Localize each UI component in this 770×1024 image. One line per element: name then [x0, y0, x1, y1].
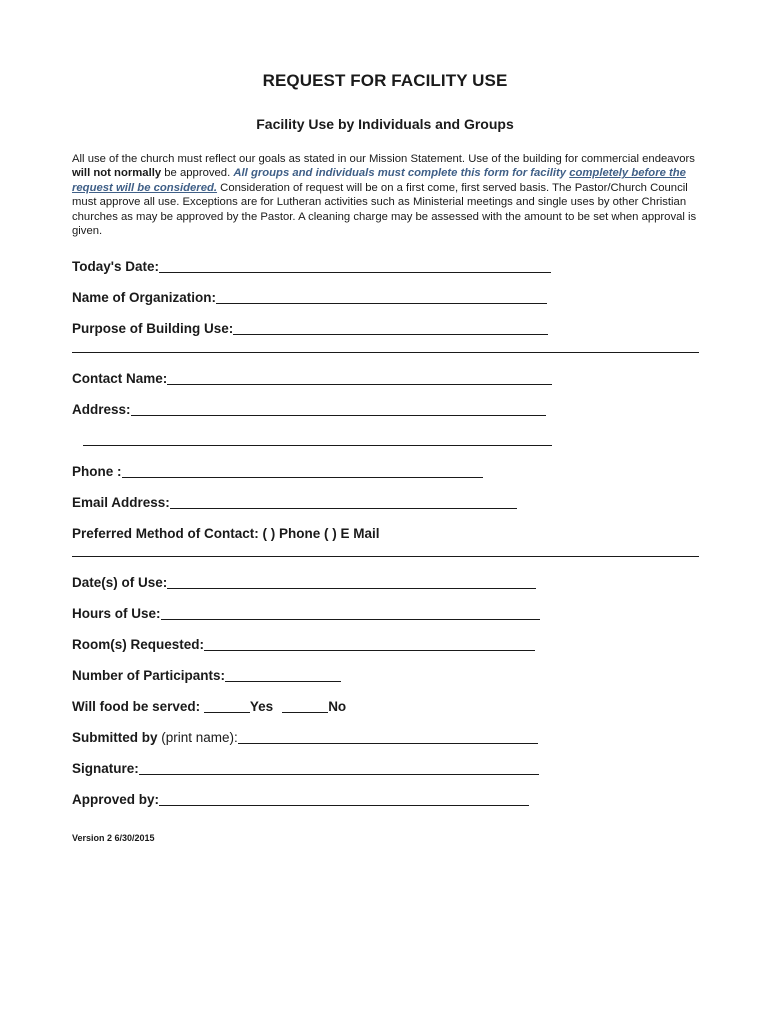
food-yes-label: Yes: [249, 699, 274, 714]
address-blank[interactable]: [131, 403, 546, 416]
todays-date-label: Today's Date:: [72, 259, 159, 274]
email-blank[interactable]: [170, 496, 517, 509]
contact-name-blank[interactable]: [167, 372, 552, 385]
organization-label: Name of Organization:: [72, 290, 217, 305]
todays-date-row: [72, 259, 551, 274]
approved-by-blank[interactable]: [159, 793, 529, 806]
rooms-label: Room(s) Requested:: [72, 637, 205, 652]
rooms-blank[interactable]: [204, 638, 535, 651]
address-row: [72, 402, 546, 417]
dates-blank[interactable]: [167, 576, 536, 589]
contact-name-row: [72, 371, 552, 386]
preferred-contact-row: [72, 526, 380, 541]
todays-date-blank[interactable]: [159, 260, 551, 273]
food-no-label: No: [328, 699, 347, 714]
phone-row: [72, 464, 483, 479]
submitted-by-blank[interactable]: [238, 731, 538, 744]
organization-blank[interactable]: [216, 291, 547, 304]
intro-text-1: All use of the church must reflect our goals as stated in our Mission Statement. Use of the building for commercial endeavors: [72, 153, 695, 165]
signature-row: [72, 761, 539, 776]
hours-label: Hours of Use:: [72, 606, 161, 621]
organization-row: [72, 290, 547, 305]
page-title: REQUEST FOR FACILITY USE: [262, 71, 508, 90]
intro-text-2: be approved.: [161, 167, 234, 180]
approved-by-label: Approved by:: [72, 792, 160, 807]
page-subtitle: Facility Use by Individuals and Groups: [256, 116, 514, 132]
contact-section-divider: [72, 556, 699, 557]
intro-emphasis-text: All groups and individuals must complete this form for facility: [233, 167, 570, 180]
purpose-blank[interactable]: [233, 322, 548, 335]
participants-blank[interactable]: [225, 669, 341, 682]
food-yes-blank[interactable]: [204, 700, 250, 713]
food-no-blank[interactable]: [282, 700, 328, 713]
dates-label: Date(s) of Use:: [72, 575, 168, 590]
submitted-by-label: Submitted by: [72, 730, 158, 745]
signature-blank[interactable]: [139, 762, 539, 775]
address-second-line[interactable]: [83, 445, 552, 446]
intro-paragraph: [72, 152, 712, 238]
participants-row: [72, 668, 341, 683]
submitted-by-row: [72, 730, 538, 745]
hours-blank[interactable]: [161, 607, 540, 620]
hours-row: [72, 606, 540, 621]
email-row: [72, 495, 517, 510]
phone-label: Phone :: [72, 464, 122, 479]
purpose-label: Purpose of Building Use:: [72, 321, 234, 336]
phone-blank[interactable]: [122, 465, 483, 478]
version-note: Version 2 6/30/2015: [72, 833, 155, 843]
contact-name-label: Contact Name:: [72, 371, 168, 386]
dates-row: [72, 575, 536, 590]
address-label: Address:: [72, 402, 131, 417]
intro-bold-text: will not normally: [72, 167, 162, 180]
food-label: Will food be served:: [72, 699, 204, 714]
submitted-by-sublabel: (print name):: [157, 730, 238, 745]
intro-text-3: Consideration of request will be on a first come, first served basis. The Pastor/Church Council must approve all use. Exceptions are for Lutheran activities such as Ministerial meetings and single uses by other Christian churches as may be approved by the Pastor. A cleaning charge may be assessed with the amount to be set when approval is given.: [72, 181, 697, 238]
participants-label: Number of Participants:: [72, 668, 226, 683]
approved-by-row: [72, 792, 529, 807]
email-label: Email Address:: [72, 495, 170, 510]
intro-emphasis-underlined: completely before the request will be considered.: [72, 167, 686, 194]
rooms-row: [72, 637, 535, 652]
purpose-continuation-line[interactable]: [72, 352, 699, 353]
preferred-contact-label[interactable]: Preferred Method of Contact: ( ) Phone ( ) E Mail: [72, 526, 380, 541]
signature-label: Signature:: [72, 761, 139, 776]
food-row: [72, 699, 346, 714]
purpose-row: [72, 321, 548, 336]
